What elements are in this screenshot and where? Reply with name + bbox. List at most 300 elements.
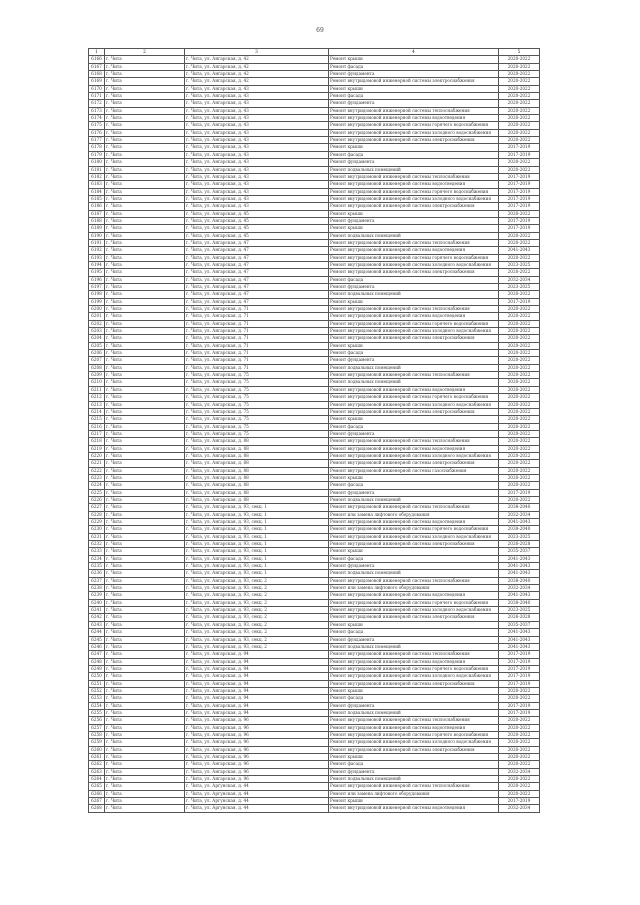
work-type-cell: Ремонт внутридомовой инженерной системы теплоснабжения <box>329 717 499 724</box>
row-number-cell: 6208 <box>89 364 105 371</box>
address-cell: г. Чита, ул. Ангарская, д. 43 <box>185 129 329 136</box>
work-type-cell: Ремонт крыши <box>329 798 499 805</box>
work-type-cell: Ремонт внутридомовой инженерной системы электроснабжения <box>329 408 499 415</box>
municipality-cell: г. Чита <box>105 665 185 672</box>
table-header-row <box>89 49 540 56</box>
municipality-cell: г. Чита <box>105 298 185 305</box>
period-cell: 2020-2022 <box>499 438 540 445</box>
municipality-cell: г. Чита <box>105 291 185 298</box>
table-row <box>89 783 540 790</box>
row-number-cell: 6170 <box>89 85 105 92</box>
work-type-cell: Ремонт внутридомовой инженерной системы горячего водоснабжения <box>329 731 499 738</box>
row-number-cell: 6229 <box>89 519 105 526</box>
row-number-cell: 6213 <box>89 401 105 408</box>
table-row <box>89 673 540 680</box>
period-cell: 2020-2022 <box>499 320 540 327</box>
municipality-cell: г. Чита <box>105 636 185 643</box>
row-number-cell: 6205 <box>89 342 105 349</box>
row-number-cell: 6221 <box>89 460 105 467</box>
municipality-cell: г. Чита <box>105 768 185 775</box>
work-type-cell: Ремонт крыши <box>329 56 499 63</box>
table-row <box>89 247 540 254</box>
period-cell: 2041-2043 <box>499 247 540 254</box>
row-number-cell: 6172 <box>89 100 105 107</box>
address-cell: г. Чита, ул. Ангарская, д. 93, секц. 1 <box>185 511 329 518</box>
address-cell: г. Чита, ул. Ангарская, д. 75 <box>185 430 329 437</box>
address-cell: г. Чита, ул. Ангарская, д. 43 <box>185 195 329 202</box>
work-type-cell: Ремонт внутридомовой инженерной системы холодного водоснабжения <box>329 533 499 540</box>
work-type-cell: Ремонт внутридомовой инженерной системы теплоснабжения <box>329 438 499 445</box>
work-type-cell: Ремонт внутридомовой инженерной системы электроснабжения <box>329 335 499 342</box>
table-row <box>89 592 540 599</box>
work-type-cell: Ремонт или замена лифтового оборудования <box>329 585 499 592</box>
table-row <box>89 430 540 437</box>
row-number-cell: 6259 <box>89 739 105 746</box>
municipality-cell: г. Чита <box>105 56 185 63</box>
row-number-cell: 6189 <box>89 225 105 232</box>
work-type-cell: Ремонт подвальных помещений <box>329 379 499 386</box>
address-cell: г. Чита, ул. Ангарская, д. 71 <box>185 342 329 349</box>
period-cell: 2020-2022 <box>499 482 540 489</box>
address-cell: г. Чита, ул. Ангарская, д. 71 <box>185 335 329 342</box>
row-number-cell: 6214 <box>89 408 105 415</box>
table-row <box>89 467 540 474</box>
address-cell: г. Чита, ул. Ангарская, д. 93, секц. 1 <box>185 504 329 511</box>
address-cell: г. Чита, ул. Ангарская, д. 93, секц. 1 <box>185 548 329 555</box>
table-row <box>89 702 540 709</box>
table-row <box>89 151 540 158</box>
row-number-cell: 6266 <box>89 790 105 797</box>
period-cell: 2020-2022 <box>499 761 540 768</box>
municipality-cell: г. Чита <box>105 188 185 195</box>
work-type-cell: Ремонт фундамента <box>329 100 499 107</box>
period-cell: 2020-2022 <box>499 386 540 393</box>
period-cell: 2020-2022 <box>499 496 540 503</box>
table-row <box>89 122 540 129</box>
municipality-cell: г. Чита <box>105 702 185 709</box>
row-number-cell: 6215 <box>89 416 105 423</box>
address-cell: г. Чита, ул. Ангарская, д. 75 <box>185 394 329 401</box>
row-number-cell: 6249 <box>89 665 105 672</box>
work-type-cell: Ремонт фасада <box>329 93 499 100</box>
row-number-cell: 6190 <box>89 232 105 239</box>
address-cell: г. Чита, ул. Ангарская, д. 71 <box>185 306 329 313</box>
table-row <box>89 533 540 540</box>
table-row <box>89 423 540 430</box>
table-row <box>89 357 540 364</box>
address-cell: г. Чита, ул. Ангарская, д. 93, секц. 2 <box>185 592 329 599</box>
period-cell: 2017-2019 <box>499 173 540 180</box>
period-cell: 2020-2022 <box>499 122 540 129</box>
table-row <box>89 504 540 511</box>
period-cell: 2038-2040 <box>499 526 540 533</box>
table-row <box>89 519 540 526</box>
period-cell: 2041-2043 <box>499 629 540 636</box>
address-cell: г. Чита, ул. Аргунская, д. 44 <box>185 798 329 805</box>
municipality-cell: г. Чита <box>105 313 185 320</box>
work-type-cell: Ремонт внутридомовой инженерной системы электроснабжения <box>329 680 499 687</box>
municipality-cell: г. Чита <box>105 724 185 731</box>
work-type-cell: Ремонт крыши <box>329 474 499 481</box>
work-type-cell: Ремонт внутридомовой инженерной системы холодного водоснабжения <box>329 328 499 335</box>
table-row <box>89 731 540 738</box>
work-type-cell: Ремонт внутридомовой инженерной системы водоотведения <box>329 724 499 731</box>
municipality-cell: г. Чита <box>105 731 185 738</box>
table-row <box>89 107 540 114</box>
table-row <box>89 159 540 166</box>
period-cell: 2017-2019 <box>499 203 540 210</box>
period-cell: 2017-2019 <box>499 217 540 224</box>
address-cell: г. Чита, ул. Ангарская, д. 75 <box>185 408 329 415</box>
address-cell: г. Чита, ул. Ангарская, д. 47 <box>185 276 329 283</box>
period-cell: 2032-2034 <box>499 585 540 592</box>
row-number-cell: 6223 <box>89 474 105 481</box>
table-row <box>89 291 540 298</box>
address-cell: г. Чита, ул. Ангарская, д. 75 <box>185 423 329 430</box>
address-cell: г. Чита, ул. Ангарская, д. 43 <box>185 159 329 166</box>
row-number-cell: 6268 <box>89 805 105 812</box>
address-cell: г. Чита, ул. Ангарская, д. 93, секц. 2 <box>185 607 329 614</box>
column-header-4: 4 <box>329 49 499 56</box>
period-cell: 2020-2022 <box>499 93 540 100</box>
address-cell: г. Чита, ул. Ангарская, д. 94 <box>185 709 329 716</box>
work-type-cell: Ремонт внутридомовой инженерной системы водоотведения <box>329 247 499 254</box>
work-type-cell: Ремонт внутридомовой инженерной системы водоотведения <box>329 115 499 122</box>
period-cell: 2041-2043 <box>499 570 540 577</box>
period-cell: 2020-2022 <box>499 210 540 217</box>
period-cell: 2017-2019 <box>499 651 540 658</box>
row-number-cell: 6224 <box>89 482 105 489</box>
municipality-cell: г. Чита <box>105 254 185 261</box>
row-number-cell: 6233 <box>89 548 105 555</box>
municipality-cell: г. Чита <box>105 680 185 687</box>
address-cell: г. Чита, ул. Ангарская, д. 88 <box>185 438 329 445</box>
municipality-cell: г. Чита <box>105 261 185 268</box>
municipality-cell: г. Чита <box>105 93 185 100</box>
municipality-cell: г. Чита <box>105 592 185 599</box>
table-row <box>89 577 540 584</box>
table-row <box>89 225 540 232</box>
row-number-cell: 6238 <box>89 585 105 592</box>
work-type-cell: Ремонт фасада <box>329 276 499 283</box>
table-row <box>89 269 540 276</box>
work-type-cell: Ремонт подвальных помещений <box>329 496 499 503</box>
work-type-cell: Ремонт фундамента <box>329 357 499 364</box>
municipality-cell: г. Чита <box>105 100 185 107</box>
row-number-cell: 6253 <box>89 695 105 702</box>
period-cell: 2020-2022 <box>499 724 540 731</box>
row-number-cell: 6255 <box>89 709 105 716</box>
row-number-cell: 6246 <box>89 643 105 650</box>
work-type-cell: Ремонт подвальных помещений <box>329 232 499 239</box>
table-row <box>89 489 540 496</box>
municipality-cell: г. Чита <box>105 474 185 481</box>
row-number-cell: 6262 <box>89 761 105 768</box>
table-row <box>89 144 540 151</box>
municipality-cell: г. Чита <box>105 790 185 797</box>
municipality-cell: г. Чита <box>105 401 185 408</box>
address-cell: г. Чита, ул. Ангарская, д. 43 <box>185 151 329 158</box>
work-type-cell: Ремонт фундамента <box>329 71 499 78</box>
municipality-cell: г. Чита <box>105 783 185 790</box>
row-number-cell: 6169 <box>89 78 105 85</box>
work-type-cell: Ремонт внутридомовой инженерной системы газоснабжения <box>329 467 499 474</box>
row-number-cell: 6182 <box>89 173 105 180</box>
municipality-cell: г. Чита <box>105 364 185 371</box>
address-cell: г. Чита, ул. Ангарская, д. 45 <box>185 225 329 232</box>
row-number-cell: 6222 <box>89 467 105 474</box>
row-number-cell: 6211 <box>89 386 105 393</box>
municipality-cell: г. Чита <box>105 78 185 85</box>
municipality-cell: г. Чита <box>105 563 185 570</box>
table-row <box>89 643 540 650</box>
address-cell: г. Чита, ул. Ангарская, д. 42 <box>185 71 329 78</box>
work-type-cell: Ремонт фасада <box>329 63 499 70</box>
work-type-cell: Ремонт внутридомовой инженерной системы горячего водоснабжения <box>329 320 499 327</box>
row-number-cell: 6245 <box>89 636 105 643</box>
work-type-cell: Ремонт внутридомовой инженерной системы холодного водоснабжения <box>329 401 499 408</box>
municipality-cell: г. Чита <box>105 71 185 78</box>
municipality-cell: г. Чита <box>105 372 185 379</box>
table-row <box>89 364 540 371</box>
address-cell: г. Чита, ул. Ангарская, д. 94 <box>185 702 329 709</box>
municipality-cell: г. Чита <box>105 658 185 665</box>
address-cell: г. Чита, ул. Ангарская, д. 96 <box>185 761 329 768</box>
municipality-cell: г. Чита <box>105 438 185 445</box>
municipality-cell: г. Чита <box>105 306 185 313</box>
address-cell: г. Чита, ул. Ангарская, д. 45 <box>185 210 329 217</box>
work-type-cell: Ремонт внутридомовой инженерной системы холодного водоснабжения <box>329 673 499 680</box>
period-cell: 2020-2022 <box>499 379 540 386</box>
period-cell: 2020-2022 <box>499 731 540 738</box>
municipality-cell: г. Чита <box>105 482 185 489</box>
row-number-cell: 6210 <box>89 379 105 386</box>
table-row <box>89 372 540 379</box>
period-cell: 2020-2022 <box>499 71 540 78</box>
work-type-cell: Ремонт фасада <box>329 151 499 158</box>
table-row <box>89 805 540 812</box>
row-number-cell: 6234 <box>89 555 105 562</box>
address-cell: г. Чита, ул. Ангарская, д. 94 <box>185 665 329 672</box>
row-number-cell: 6218 <box>89 438 105 445</box>
period-cell: 2020-2022 <box>499 467 540 474</box>
municipality-cell: г. Чита <box>105 798 185 805</box>
municipality-cell: г. Чита <box>105 159 185 166</box>
row-number-cell: 6220 <box>89 452 105 459</box>
row-number-cell: 6201 <box>89 313 105 320</box>
work-type-cell: Ремонт внутридомовой инженерной системы горячего водоснабжения <box>329 122 499 129</box>
table-row <box>89 754 540 761</box>
period-cell: 2026-2028 <box>499 614 540 621</box>
address-cell: г. Чита, ул. Аргунская, д. 44 <box>185 805 329 812</box>
municipality-cell: г. Чита <box>105 607 185 614</box>
table-row <box>89 687 540 694</box>
period-cell: 2020-2022 <box>499 328 540 335</box>
period-cell: 2020-2022 <box>499 56 540 63</box>
period-cell: 2020-2022 <box>499 115 540 122</box>
row-number-cell: 6171 <box>89 93 105 100</box>
municipality-cell: г. Чита <box>105 585 185 592</box>
municipality-cell: г. Чита <box>105 673 185 680</box>
work-type-cell: Ремонт фундамента <box>329 702 499 709</box>
municipality-cell: г. Чита <box>105 761 185 768</box>
municipality-cell: г. Чита <box>105 335 185 342</box>
table-row <box>89 776 540 783</box>
row-number-cell: 6203 <box>89 328 105 335</box>
address-cell: г. Чита, ул. Ангарская, д. 93, секц. 1 <box>185 563 329 570</box>
address-cell: г. Чита, ул. Ангарская, д. 43 <box>185 107 329 114</box>
address-cell: г. Чита, ул. Ангарская, д. 42 <box>185 78 329 85</box>
table-row <box>89 599 540 606</box>
work-type-cell: Ремонт внутридомовой инженерной системы горячего водоснабжения <box>329 599 499 606</box>
period-cell: 2020-2022 <box>499 394 540 401</box>
address-cell: г. Чита, ул. Ангарская, д. 96 <box>185 724 329 731</box>
table-row <box>89 790 540 797</box>
row-number-cell: 6207 <box>89 357 105 364</box>
row-number-cell: 6247 <box>89 651 105 658</box>
table-row <box>89 63 540 70</box>
work-type-cell: Ремонт внутридомовой инженерной системы водоотведения <box>329 658 499 665</box>
row-number-cell: 6187 <box>89 210 105 217</box>
work-type-cell: Ремонт внутридомовой инженерной системы горячего водоснабжения <box>329 254 499 261</box>
table-row <box>89 100 540 107</box>
row-number-cell: 6196 <box>89 276 105 283</box>
municipality-cell: г. Чита <box>105 269 185 276</box>
table-row <box>89 526 540 533</box>
address-cell: г. Чита, ул. Ангарская, д. 88 <box>185 482 329 489</box>
work-type-cell: Ремонт внутридомовой инженерной системы теплоснабжения <box>329 783 499 790</box>
period-cell: 2017-2019 <box>499 673 540 680</box>
municipality-cell: г. Чита <box>105 533 185 540</box>
municipality-cell: г. Чита <box>105 614 185 621</box>
row-number-cell: 6168 <box>89 71 105 78</box>
municipality-cell: г. Чита <box>105 217 185 224</box>
period-cell: 2020-2022 <box>499 754 540 761</box>
period-cell: 2020-2022 <box>499 350 540 357</box>
municipality-cell: г. Чита <box>105 717 185 724</box>
table-row <box>89 555 540 562</box>
work-type-cell: Ремонт фасада <box>329 761 499 768</box>
period-cell: 2017-2019 <box>499 298 540 305</box>
table-row <box>89 298 540 305</box>
address-cell: г. Чита, ул. Ангарская, д. 88 <box>185 496 329 503</box>
period-cell: 2017-2019 <box>499 151 540 158</box>
work-type-cell: Ремонт крыши <box>329 621 499 628</box>
row-number-cell: 6216 <box>89 423 105 430</box>
period-cell: 2020-2022 <box>499 159 540 166</box>
period-cell: 2020-2022 <box>499 239 540 246</box>
address-cell: г. Чита, ул. Ангарская, д. 71 <box>185 364 329 371</box>
work-type-cell: Ремонт или замена лифтового оборудования <box>329 790 499 797</box>
work-type-cell: Ремонт фундамента <box>329 430 499 437</box>
address-cell: г. Чита, ул. Ангарская, д. 93, секц. 1 <box>185 570 329 577</box>
municipality-cell: г. Чита <box>105 239 185 246</box>
period-cell: 2020-2022 <box>499 364 540 371</box>
row-number-cell: 6265 <box>89 783 105 790</box>
period-cell: 2020-2022 <box>499 357 540 364</box>
period-cell: 2017-2019 <box>499 225 540 232</box>
work-type-cell: Ремонт фасада <box>329 350 499 357</box>
table-row <box>89 254 540 261</box>
municipality-cell: г. Чита <box>105 467 185 474</box>
row-number-cell: 6176 <box>89 129 105 136</box>
municipality-cell: г. Чита <box>105 379 185 386</box>
period-cell: 2020-2022 <box>499 129 540 136</box>
address-cell: г. Чита, ул. Ангарская, д. 96 <box>185 768 329 775</box>
municipality-cell: г. Чита <box>105 776 185 783</box>
address-cell: г. Чита, ул. Ангарская, д. 43 <box>185 115 329 122</box>
address-cell: г. Чита, ул. Ангарская, д. 42 <box>185 63 329 70</box>
period-cell: 2020-2022 <box>499 372 540 379</box>
address-cell: г. Чита, ул. Ангарская, д. 75 <box>185 386 329 393</box>
table-row <box>89 761 540 768</box>
work-type-cell: Ремонт крыши <box>329 298 499 305</box>
work-type-cell: Ремонт фундамента <box>329 768 499 775</box>
table-row <box>89 261 540 268</box>
address-cell: г. Чита, ул. Ангарская, д. 47 <box>185 239 329 246</box>
work-type-cell: Ремонт фасада <box>329 629 499 636</box>
work-type-cell: Ремонт крыши <box>329 144 499 151</box>
address-cell: г. Чита, ул. Ангарская, д. 93, секц. 1 <box>185 555 329 562</box>
municipality-cell: г. Чита <box>105 151 185 158</box>
address-cell: г. Чита, ул. Ангарская, д. 88 <box>185 489 329 496</box>
period-cell: 2020-2022 <box>499 63 540 70</box>
table-row <box>89 350 540 357</box>
row-number-cell: 6236 <box>89 570 105 577</box>
period-cell: 2032-2034 <box>499 276 540 283</box>
period-cell: 2020-2022 <box>499 254 540 261</box>
row-number-cell: 6181 <box>89 166 105 173</box>
table-row <box>89 665 540 672</box>
row-number-cell: 6219 <box>89 445 105 452</box>
period-cell: 2041-2043 <box>499 555 540 562</box>
address-cell: г. Чита, ул. Ангарская, д. 93, секц. 2 <box>185 599 329 606</box>
municipality-cell: г. Чита <box>105 137 185 144</box>
work-type-cell: Ремонт фасада <box>329 555 499 562</box>
work-type-cell: Ремонт или замена лифтового оборудования <box>329 511 499 518</box>
row-number-cell: 6237 <box>89 577 105 584</box>
row-number-cell: 6178 <box>89 144 105 151</box>
work-type-cell: Ремонт внутридомовой инженерной системы горячего водоснабжения <box>329 188 499 195</box>
municipality-cell: г. Чита <box>105 746 185 753</box>
row-number-cell: 6173 <box>89 107 105 114</box>
table-row <box>89 239 540 246</box>
work-type-cell: Ремонт фундамента <box>329 159 499 166</box>
work-type-cell: Ремонт подвальных помещений <box>329 166 499 173</box>
period-cell: 2020-2022 <box>499 269 540 276</box>
period-cell: 2020-2022 <box>499 137 540 144</box>
row-number-cell: 6175 <box>89 122 105 129</box>
address-cell: г. Чита, ул. Ангарская, д. 43 <box>185 166 329 173</box>
period-cell: 2041-2043 <box>499 592 540 599</box>
table-row <box>89 585 540 592</box>
work-type-cell: Ремонт внутридомовой инженерной системы холодного водоснабжения <box>329 129 499 136</box>
work-type-cell: Ремонт внутридомовой инженерной системы холодного водоснабжения <box>329 607 499 614</box>
address-cell: г. Чита, ул. Ангарская, д. 94 <box>185 651 329 658</box>
work-type-cell: Ремонт внутридомовой инженерной системы холодного водоснабжения <box>329 261 499 268</box>
work-type-cell: Ремонт внутридомовой инженерной системы водоотведения <box>329 386 499 393</box>
table-row <box>89 636 540 643</box>
table-row <box>89 548 540 555</box>
municipality-cell: г. Чита <box>105 232 185 239</box>
period-cell: 2038-2040 <box>499 504 540 511</box>
row-number-cell: 6174 <box>89 115 105 122</box>
table-row <box>89 658 540 665</box>
work-type-cell: Ремонт внутридомовой инженерной системы теплоснабжения <box>329 577 499 584</box>
address-cell: г. Чита, ул. Ангарская, д. 71 <box>185 350 329 357</box>
address-cell: г. Чита, ул. Ангарская, д. 93, секц. 1 <box>185 533 329 540</box>
municipality-cell: г. Чита <box>105 577 185 584</box>
